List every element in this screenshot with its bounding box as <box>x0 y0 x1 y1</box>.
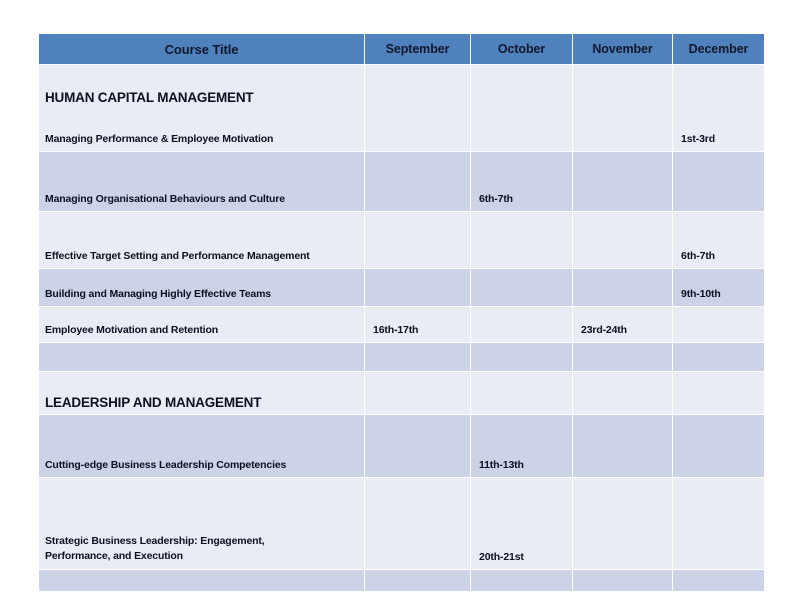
cell-october[interactable] <box>471 307 573 343</box>
cell-december[interactable] <box>673 343 765 372</box>
cell-december[interactable] <box>673 65 765 109</box>
cell-november[interactable]: 23rd-24th <box>573 307 673 343</box>
spacer-title <box>39 343 365 372</box>
cell-december[interactable] <box>673 372 765 415</box>
table-row[interactable] <box>39 152 765 212</box>
table-row-partial-bottom[interactable] <box>39 570 765 592</box>
course-title-line-2: Performance, and Execution <box>45 550 183 562</box>
cell-september[interactable] <box>365 570 471 592</box>
cell-september[interactable] <box>365 372 471 415</box>
cell-october[interactable] <box>471 65 573 109</box>
cell-october[interactable] <box>471 570 573 592</box>
table-row[interactable] <box>39 109 765 152</box>
cell-december[interactable] <box>673 570 765 592</box>
course-title-line-1: Strategic Business Leadership: Engagement, <box>45 535 265 547</box>
table-row-section-leadership[interactable] <box>39 372 765 415</box>
column-header-december[interactable]: December <box>673 34 765 65</box>
cell-november[interactable] <box>573 212 673 269</box>
column-header-course-title[interactable]: Course Title <box>39 34 365 65</box>
cell-december[interactable] <box>673 307 765 343</box>
cell-november[interactable] <box>573 152 673 212</box>
course-title: Managing Performance & Employee Motivation <box>39 109 365 152</box>
cell-december[interactable] <box>673 152 765 212</box>
cell-december[interactable]: 6th-7th <box>673 212 765 269</box>
cell-november[interactable] <box>573 65 673 109</box>
column-header-november[interactable]: November <box>573 34 673 65</box>
cell-november[interactable] <box>573 478 673 570</box>
table-row[interactable] <box>39 307 765 343</box>
table-row-spacer[interactable] <box>39 343 765 372</box>
cell-october[interactable] <box>471 372 573 415</box>
cell-october[interactable] <box>471 269 573 307</box>
course-schedule-table <box>38 33 765 592</box>
cell-september[interactable] <box>365 415 471 478</box>
cell-september[interactable] <box>365 269 471 307</box>
cell-october[interactable] <box>471 109 573 152</box>
course-title: Managing Organisational Behaviours and Culture <box>39 152 365 212</box>
cell-september[interactable] <box>365 152 471 212</box>
course-title: Effective Target Setting and Performance Management <box>39 212 365 269</box>
table-row[interactable] <box>39 478 765 570</box>
cell-october[interactable]: 6th-7th <box>471 152 573 212</box>
cell-october[interactable]: 11th-13th <box>471 415 573 478</box>
column-header-september[interactable]: September <box>365 34 471 65</box>
cell-september[interactable]: 16th-17th <box>365 307 471 343</box>
cell-december[interactable] <box>673 478 765 570</box>
course-schedule-container <box>38 33 764 592</box>
course-title <box>39 570 365 592</box>
course-title: Building and Managing Highly Effective Teams <box>39 269 365 307</box>
cell-september[interactable] <box>365 212 471 269</box>
cell-september[interactable] <box>365 343 471 372</box>
column-header-october[interactable]: October <box>471 34 573 65</box>
cell-november[interactable] <box>573 570 673 592</box>
cell-december[interactable] <box>673 415 765 478</box>
section-title: LEADERSHIP AND MANAGEMENT <box>39 372 365 415</box>
cell-september[interactable] <box>365 109 471 152</box>
section-title: HUMAN CAPITAL MANAGEMENT <box>39 65 365 109</box>
course-title: Cutting-edge Business Leadership Competencies <box>39 415 365 478</box>
cell-september[interactable] <box>365 65 471 109</box>
table-body <box>39 65 765 592</box>
cell-december[interactable]: 1st-3rd <box>673 109 765 152</box>
cell-december[interactable]: 9th-10th <box>673 269 765 307</box>
table-row[interactable] <box>39 269 765 307</box>
course-title: Employee Motivation and Retention <box>39 307 365 343</box>
header-row <box>39 34 765 65</box>
cell-november[interactable] <box>573 109 673 152</box>
cell-october[interactable] <box>471 343 573 372</box>
cell-september[interactable] <box>365 478 471 570</box>
table-row-section-human-capital[interactable] <box>39 65 765 109</box>
cell-october[interactable]: 20th-21st <box>471 478 573 570</box>
table-row[interactable] <box>39 415 765 478</box>
cell-november[interactable] <box>573 343 673 372</box>
table-header <box>39 34 765 65</box>
cell-november[interactable] <box>573 269 673 307</box>
cell-november[interactable] <box>573 372 673 415</box>
course-title <box>39 478 365 570</box>
table-row[interactable] <box>39 212 765 269</box>
cell-november[interactable] <box>573 415 673 478</box>
cell-october[interactable] <box>471 212 573 269</box>
